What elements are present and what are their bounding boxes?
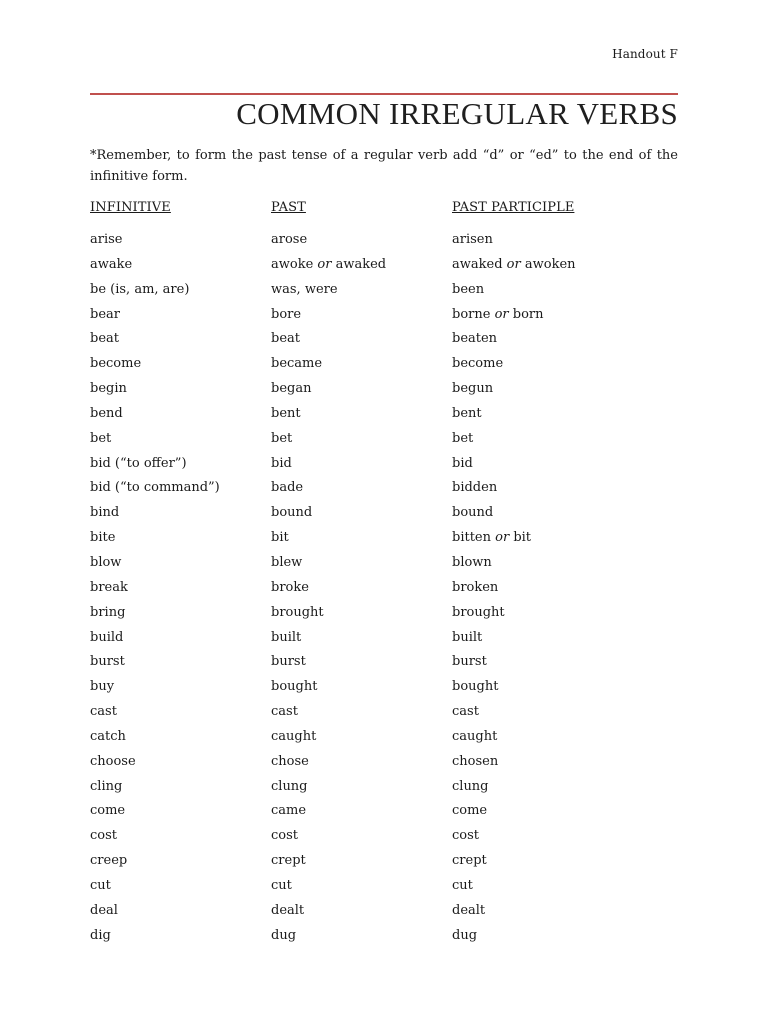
cell-infinitive: cut [90, 877, 111, 893]
cell-infinitive: cast [90, 704, 117, 720]
remember-note: *Remember, to form the past tense of a regular verb add “d” or “ed” to the end of the infinitive form. [90, 148, 678, 184]
cell-past-participle: bid [452, 455, 473, 471]
table-row [90, 232, 680, 257]
table-row [90, 878, 680, 903]
cell-infinitive: be (is, am, are) [90, 281, 190, 297]
table-row [90, 605, 680, 630]
cell-past: bought [271, 679, 318, 695]
cell-past: began [271, 381, 312, 397]
cell-past-participle: cast [452, 704, 479, 720]
table-row [90, 282, 680, 307]
cell-past: arose [271, 232, 308, 247]
cell-past: came [271, 803, 307, 819]
cell-past: caught [271, 728, 317, 744]
cell-past: cost [271, 828, 299, 844]
table-row [90, 480, 680, 505]
cell-past-participle: bought [452, 679, 499, 695]
cell-infinitive: cling [90, 778, 123, 794]
cell-past: dealt [271, 902, 305, 918]
cell-past-participle: arisen [452, 232, 493, 247]
cell-past-participle: cost [452, 828, 480, 844]
table-row [90, 654, 680, 679]
cell-past-participle: built [452, 629, 483, 645]
cell-past: dug [271, 927, 297, 943]
cell-infinitive: beat [90, 331, 119, 347]
cell-past: brought [271, 604, 324, 620]
cell-past-participle: caught [452, 728, 498, 744]
cell-infinitive: become [90, 356, 142, 372]
cell-infinitive: blow [90, 554, 122, 570]
table-row [90, 406, 680, 431]
cell-infinitive: awake [90, 256, 133, 272]
table-row [90, 530, 680, 555]
cell-past-participle: crept [452, 853, 487, 869]
cell-past: bound [271, 505, 313, 521]
cell-past: was, were [271, 281, 338, 297]
cell-past: bit [271, 530, 289, 546]
cell-past-participle: clung [452, 778, 489, 794]
cell-infinitive: bring [90, 604, 126, 620]
cell-past: cast [271, 704, 298, 720]
cell-past: chose [271, 753, 309, 769]
cell-past-participle: blown [452, 554, 492, 570]
page-title: COMMON IRREGULAR VERBS [236, 96, 678, 131]
cell-past-participle: become [452, 356, 504, 372]
column-header-past-participle: PAST PARTICIPLE [452, 200, 575, 215]
cell-past-participle: chosen [452, 753, 499, 769]
cell-past-participle: bidden [452, 480, 498, 496]
table-row [90, 928, 680, 953]
cell-infinitive: cost [90, 828, 118, 844]
cell-past: clung [271, 778, 308, 794]
cell-past: broke [271, 579, 309, 595]
table-row [90, 704, 680, 729]
cell-infinitive: bend [90, 405, 123, 421]
title-divider [90, 93, 678, 95]
table-row [90, 803, 680, 828]
table-row [90, 307, 680, 332]
table-row [90, 729, 680, 754]
cell-past: bade [271, 480, 304, 496]
table-row [90, 505, 680, 530]
cell-infinitive: build [90, 629, 124, 645]
cell-past: bid [271, 455, 292, 471]
table-row [90, 853, 680, 878]
cell-past-participle: been [452, 281, 485, 297]
cell-past: crept [271, 853, 306, 869]
cell-past: awoke or awaked [271, 256, 387, 272]
table-row [90, 331, 680, 356]
table-row [90, 431, 680, 456]
cell-past-participle: cut [452, 877, 473, 893]
cell-past-participle: bound [452, 505, 494, 521]
table-row [90, 754, 680, 779]
cell-past: burst [271, 654, 306, 670]
column-header-past: PAST [271, 200, 306, 215]
cell-past-participle: bitten or bit [452, 530, 532, 546]
table-row [90, 779, 680, 804]
table-row [90, 679, 680, 704]
cell-past: blew [271, 554, 303, 570]
cell-infinitive: catch [90, 728, 126, 744]
cell-infinitive: bet [90, 430, 112, 446]
cell-infinitive: bid (“to offer”) [90, 455, 187, 471]
table-row [90, 828, 680, 853]
table-row [90, 903, 680, 928]
cell-infinitive: bind [90, 505, 120, 521]
cell-infinitive: begin [90, 381, 127, 397]
cell-infinitive: creep [90, 853, 128, 869]
table-body [90, 232, 680, 952]
table-row [90, 580, 680, 605]
cell-past: bent [271, 405, 301, 421]
cell-past-participle: begun [452, 381, 494, 397]
cell-infinitive: come [90, 803, 126, 819]
table-header [90, 200, 680, 232]
cell-infinitive: bite [90, 530, 116, 546]
cell-infinitive: deal [90, 902, 118, 918]
cell-infinitive: dig [90, 927, 111, 943]
cell-past-participle: borne or born [452, 306, 544, 322]
cell-past-participle: broken [452, 579, 499, 595]
cell-infinitive: choose [90, 753, 136, 769]
cell-past-participle: burst [452, 654, 487, 670]
cell-infinitive: burst [90, 654, 125, 670]
column-header-infinitive: INFINITIVE [90, 200, 171, 215]
cell-infinitive: buy [90, 679, 115, 695]
cell-past-participle: dug [452, 927, 478, 943]
table-row [90, 381, 680, 406]
table-row [90, 630, 680, 655]
cell-infinitive: bear [90, 306, 120, 322]
table-row [90, 456, 680, 481]
handout-label: Handout F [612, 47, 678, 61]
cell-past-participle: awaked or awoken [452, 256, 576, 272]
cell-past: became [271, 356, 323, 372]
cell-past: built [271, 629, 302, 645]
table-row [90, 356, 680, 381]
verb-table [90, 200, 680, 952]
cell-past-participle: beaten [452, 331, 498, 347]
cell-past: bore [271, 306, 302, 322]
table-row [90, 555, 680, 580]
cell-past-participle: brought [452, 604, 505, 620]
cell-past-participle: bet [452, 430, 474, 446]
cell-past-participle: dealt [452, 902, 486, 918]
cell-infinitive: break [90, 579, 128, 595]
cell-past-participle: come [452, 803, 488, 819]
table-row [90, 257, 680, 282]
cell-past-participle: bent [452, 405, 482, 421]
cell-infinitive: bid (“to command”) [90, 480, 220, 496]
cell-infinitive: arise [90, 232, 123, 247]
cell-past: beat [271, 331, 300, 347]
cell-past: cut [271, 877, 292, 893]
cell-past: bet [271, 430, 293, 446]
